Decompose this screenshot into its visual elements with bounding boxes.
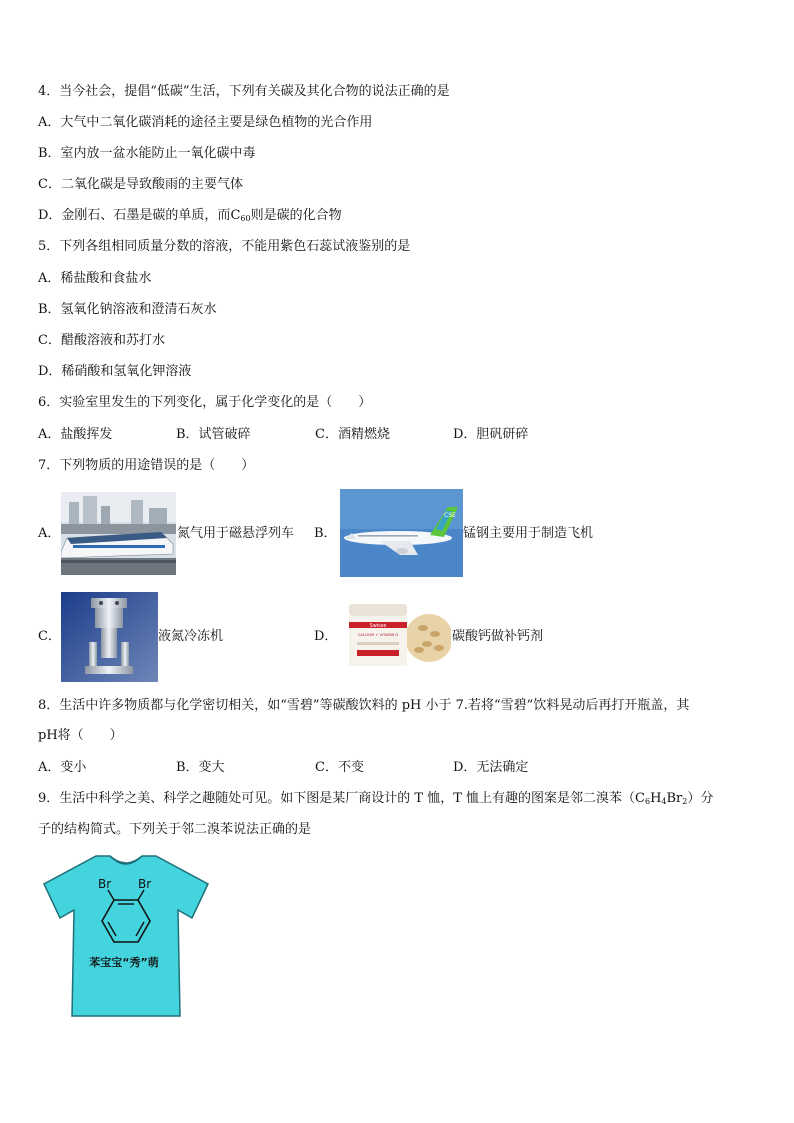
q4-stem: 4．当今社会，提倡“低碳”生活，下列有关碳及其化合物的说法正确的是 (38, 84, 450, 99)
q5-option-d: D．稀硝酸和氢氧化钾溶液 (38, 364, 192, 379)
q4-option-b: B．室内放一盆水能防止一氧化碳中毒 (38, 146, 256, 161)
supplement-label: CALCIUM + VITAMIN D (357, 633, 399, 637)
q4-option-d: D．金刚石、石墨是碳的单质，而$C_{60}$则是碳的化合物 (38, 208, 342, 223)
q5-option-c: C．醋酸溶液和苏打水 (38, 333, 165, 348)
q7-option-c-text: 液氮冷冻机 (158, 629, 224, 644)
q9-stem-line1: 9．生活中科学之美、科学之趣随处可见。如下图是某厂商设计的 T 恤，T 恤上有趣的图案是邻二溴苯$(C_6H_4Br_2)$分 (38, 791, 714, 806)
q6-options (38, 426, 778, 444)
q6-option-d: D．胆矾研碎 (453, 427, 529, 442)
q8-option-d: D．无法确定 (453, 760, 529, 775)
q7-option-a-text: 氮气用于磁悬浮列车 (177, 526, 295, 541)
q5-stem: 5．下列各组相同质量分数的溶液，不能用紫色石蕊试液鉴别的是 (38, 239, 411, 254)
q9-stem-line2: 子的结构简式。下列关于邻二溴苯说法正确的是 (38, 822, 312, 837)
q6-stem: 6．实验室里发生的下列变化，属于化学变化的是（ ） (38, 395, 372, 410)
q8-options (38, 759, 778, 777)
maglev-train-image (61, 492, 176, 575)
supplement-brand: Swisse (369, 623, 387, 629)
q7-option-b-text: 锰钢主要用于制造飞机 (463, 526, 594, 541)
q8-stem-line1: 8．生活中许多物质都与化学密切相关，如“雪碧”等碳酸饮料的 pH 小于 7.若将“雪碧”饮料晃动后再打开瓶盖，其 (38, 698, 690, 713)
q4-option-a: A．大气中二氧化碳消耗的途径主要是绿色植物的光合作用 (38, 115, 373, 130)
q8-option-c: C．不变 (315, 760, 364, 775)
q6-option-b: B．试管破碎 (176, 427, 251, 442)
tshirt-br-left: Br (98, 877, 112, 891)
airplane-image (340, 489, 463, 577)
q7-option-d-text: 碳酸钙做补钙剂 (452, 629, 544, 644)
q8-option-a: A．变小 (38, 760, 87, 775)
q8-stem-line2: pH将（ ） (38, 728, 123, 743)
tshirt-slogan: 苯宝宝“秀”萌 (89, 956, 159, 969)
airplane-tail-logo: CSE (444, 512, 456, 519)
q4-option-c: C．二氧化碳是导致酸雨的主要气体 (38, 177, 243, 192)
q8-option-b: B．变大 (176, 760, 225, 775)
freezer-machine-image (61, 592, 158, 682)
q6-option-a: A．盐酸挥发 (38, 427, 113, 442)
q6-option-c: C．酒精燃烧 (315, 427, 390, 442)
q5-option-b: B．氢氧化钠溶液和澄清石灰水 (38, 302, 217, 317)
tshirt-br-right: Br (138, 877, 152, 891)
q7-option-b-letter: B． (314, 526, 337, 541)
tshirt-image (40, 852, 212, 1020)
q7-stem: 7．下列物质的用途错误的是（ ） (38, 458, 255, 473)
q5-option-a: A．稀盐酸和食盐水 (38, 271, 152, 286)
q7-option-c-letter: C． (38, 629, 61, 644)
q7-option-d-letter: D． (314, 629, 338, 644)
q7-option-a-letter: A． (38, 526, 61, 541)
calcium-supplement-image (341, 598, 451, 672)
